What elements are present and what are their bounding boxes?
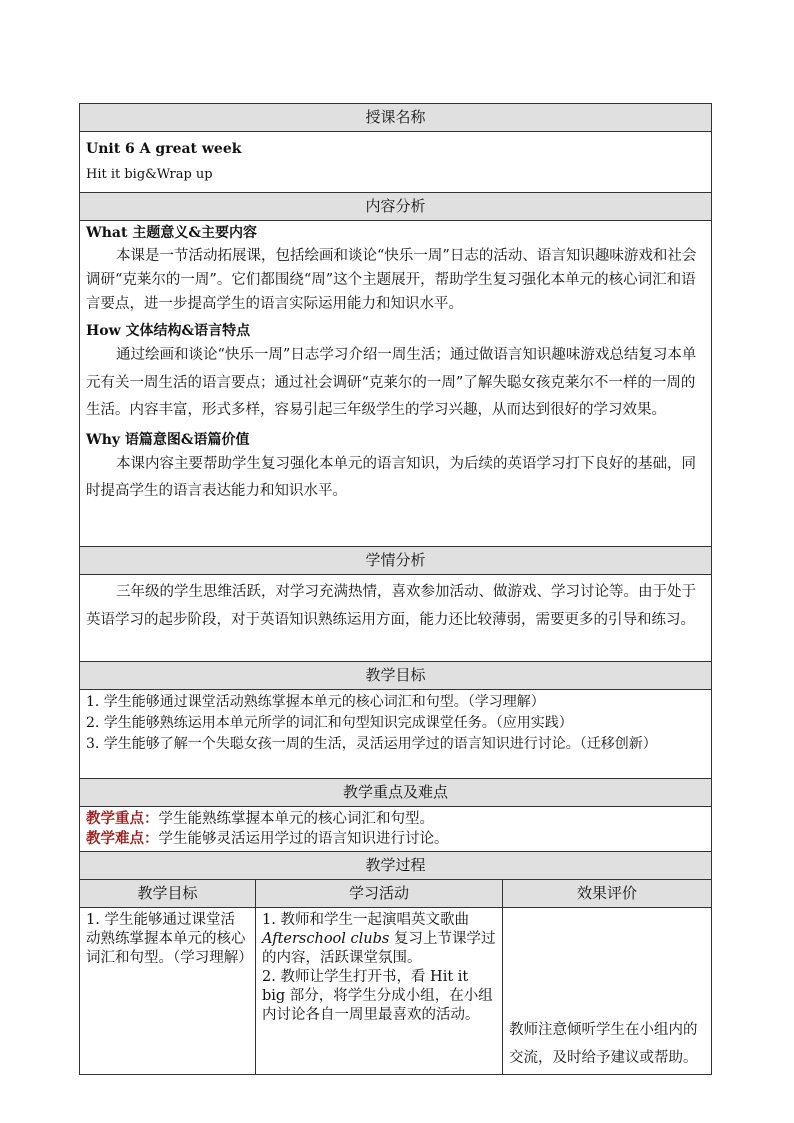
key-point-line (86, 809, 705, 829)
objective-item: 1. 学生能够通过课堂活动熟练掌握本单元的核心词汇和句型。（学习理解） (86, 694, 545, 710)
activity-2: 2. 教师让学生打开书，看 Hit it big 部分，将学生分成小组，在小组内讨论各自一周里最喜欢的活动。 (262, 969, 493, 1023)
objectives-header: 教学目标 (80, 662, 712, 690)
lesson-plan-table (79, 103, 712, 1075)
difficulty-label: 教学难点： (86, 830, 159, 847)
activity-1-rest: 复习上节课学过的内容，活跃课堂氛围。 (262, 931, 496, 966)
content-analysis-header: 内容分析 (80, 193, 712, 221)
column-header-evaluation: 效果评价 (503, 880, 712, 908)
how-text: 通过绘画和谈论“快乐一周”日志学习介绍一周生活；通过做语言知识趣味游戏总结复习本单元有关一周生活的语言要点；通过社会调研“克莱尔的一周”了解失聪女孩克莱尔不一样的一周的生活。内容丰富，形式多样，容易引起三年级学生的学习兴趣，从而达到很好的学习效果。 (86, 347, 697, 418)
content-analysis-cell (80, 221, 712, 547)
lesson-title-cell (80, 132, 712, 193)
difficulty-line (86, 829, 705, 849)
process-activity-cell (256, 908, 503, 1075)
objective-item: 3. 学生能够了解一个失聪女孩一周的生活，灵活运用学过的语言知识进行讨论。（迁移创新） (86, 736, 657, 752)
objectives-cell (80, 690, 712, 779)
key-point-label: 教学重点： (86, 810, 159, 827)
student-analysis-header: 学情分析 (80, 547, 712, 575)
objective-item: 2. 学生能够熟练运用本单元所学的词汇和句型知识完成课堂任务。（应用实践） (86, 715, 573, 731)
column-header-activity: 学习活动 (256, 880, 503, 908)
unit-title: Unit 6 A great week (86, 141, 242, 157)
key-points-header: 教学重点及难点 (80, 779, 712, 807)
song-title: Afterschool clubs (262, 931, 390, 947)
key-point-text: 学生能熟练掌握本单元的核心词汇和句型。 (158, 811, 434, 827)
student-analysis-text: 三年级的学生思维活跃，对学习充满热情，喜欢参加活动、做游戏、学习讨论等。由于处于英语学习的起步阶段，对于英语知识熟练运用方面，能力还比较薄弱，需要更多的引导和练习。 (86, 584, 696, 628)
why-text: 本课内容主要帮助学生复习强化本单元的语言知识，为后续的英语学习打下良好的基础，同时提高学生的语言表达能力和知识水平。 (86, 455, 696, 499)
process-goal-cell: 1. 学生能够通过课堂活动熟练掌握本单元的核心词汇和句型。（学习理解） (80, 908, 256, 1075)
lesson-subtitle: Hit it big&Wrap up (86, 167, 213, 182)
activity-1 (262, 911, 496, 968)
lesson-name-header: 授课名称 (80, 104, 712, 132)
what-heading: What 主题意义&主要内容 (86, 225, 257, 241)
column-header-goal: 教学目标 (80, 880, 256, 908)
how-heading: How 文体结构&语言特点 (86, 323, 251, 339)
activity-1-intro: 1. 教师和学生一起演唱英文歌曲 (262, 912, 469, 928)
what-text: 本课是一节活动拓展课，包括绘画和谈论“快乐一周”日志的活动、语言知识趣味游戏和社会调研“克莱尔的一周”。它们都围绕“周”这个主题展开，帮助学生复习强化本单元的核心词汇和语言要点，进一步提高学生的语言实际运用能力和知识水平。 (86, 248, 697, 312)
process-header: 教学过程 (80, 852, 712, 880)
process-evaluation-cell: 教师注意倾听学生在小组内的交流，及时给予建议或帮助。 (503, 908, 712, 1075)
why-heading: Why 语篇意图&语篇价值 (86, 431, 250, 448)
key-points-cell (80, 807, 712, 852)
difficulty-text: 学生能够灵活运用学过的语言知识进行讨论。 (158, 831, 449, 847)
student-analysis-cell (80, 575, 712, 662)
